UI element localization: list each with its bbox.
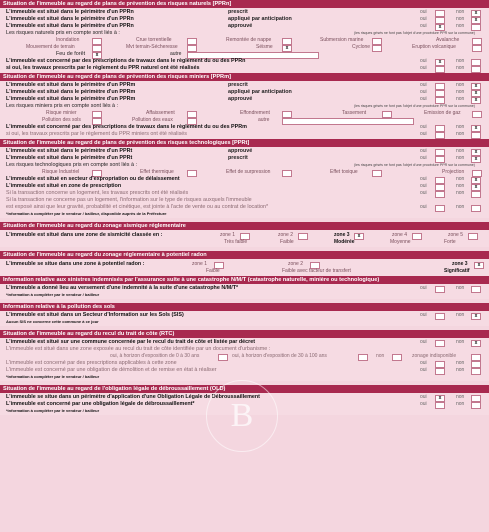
oui-label: oui — [420, 16, 427, 22]
sis-non-checkbox[interactable]: x — [471, 313, 481, 320]
risk-feu-checkbox[interactable]: x — [92, 52, 102, 59]
old-perimetre-label: L'immeuble se situe dans un périmètre d'application d'une Obligation Légale de Débroussaillement — [6, 394, 260, 400]
zone-3-checkbox[interactable]: x — [354, 233, 364, 240]
oui-label: oui — [420, 58, 427, 64]
risk-seisme: Séisme — [256, 44, 273, 50]
non-label: non — [456, 394, 465, 400]
non-label: non — [456, 9, 465, 15]
level-forte: Forte — [444, 239, 456, 245]
rtc-0-30: oui, à horizon d'exposition de 0 à 30 ans — [110, 353, 200, 359]
watermark-seal-icon — [206, 380, 278, 452]
risk-feu: Feu de forêt — [56, 51, 86, 57]
non-label: non — [456, 312, 465, 318]
oui-label: oui — [420, 360, 427, 366]
risk-autre: autre — [170, 51, 182, 57]
non-label: non — [456, 204, 465, 210]
pprm-approuve-label: L'immeuble est situé dans le périmètre d'un PPRm — [6, 96, 136, 102]
pprn-travaux-label: L'immeuble est concerné par des prescriptions de travaux dans le règlement du ou des PPRn — [6, 58, 246, 64]
radon-label: L'immeuble se situe dans une zone à potentiel radon : — [6, 261, 145, 267]
rtc-commune-label: L'immeuble est situé sur une commune concernée par le recul du trait de côte et listée par décret — [6, 339, 256, 345]
pprm-realises-oui-checkbox[interactable] — [435, 132, 445, 139]
risks-techno-note: (les risques grisés ne font pas l'objet d'une procédure PPR sur la commune) — [353, 163, 475, 167]
risk-pollution-eaux: Pollution des eaux — [132, 117, 173, 123]
risk-effondrement: Effondrement — [240, 110, 270, 116]
section-title-techno: Situation de l'immeuble au regard de plans de prévention des risques technologiques [PPRt] — [0, 139, 489, 147]
non-label: non — [456, 339, 465, 345]
oui-label: oui — [420, 176, 427, 182]
non-label: non — [456, 58, 465, 64]
pprn-anticipation-status: appliqué par anticipation — [228, 16, 292, 22]
oui-label: oui — [420, 148, 427, 154]
pprn-prescrit-non-checkbox[interactable]: x — [471, 10, 481, 17]
rtc-indisponible: zonage indisponible — [412, 353, 457, 359]
risk-avalanche: Avalanche — [436, 37, 460, 43]
non-label: non — [456, 285, 465, 291]
risk-gaz: Emission de gaz — [424, 110, 461, 116]
oui-label: oui — [420, 401, 427, 407]
risks-miniers-note: (les risques grisés ne font pas l'objet d'une procédure PPR sur la commune) — [353, 104, 475, 108]
rtc-demolition-label: L'immeuble est concerné par une obligation de démolition et de remise en état à réaliser — [6, 367, 217, 373]
risk-eruption: Eruption volcanique — [412, 44, 456, 50]
non-label: non — [456, 16, 465, 22]
radon-zone-3: zone 3 — [452, 261, 468, 267]
non-label: non — [456, 89, 465, 95]
pprm-travaux-label: L'immeuble est concerné par des prescriptions de travaux dans le règlement du ou des PPRm — [6, 124, 247, 130]
risk-thermique: Effet thermique — [140, 169, 174, 175]
pprt-approuve-label: L'immeuble est situé dans le périmètre d'un PPRt — [6, 148, 133, 154]
risk-minier-autre: autre — [258, 117, 270, 123]
risk-nappe: Remontée de nappe — [226, 37, 272, 43]
pprn-anticipation-non-checkbox[interactable]: x — [471, 17, 481, 24]
rtc-30-100: oui, à horizon d'exposition de 30 à 100 ans — [232, 353, 327, 359]
non-label: non — [456, 96, 465, 102]
section-title-miniers: Situation de l'immeuble au regard de plans de prévention des risques miniers [PPRm] — [0, 73, 489, 81]
non-label: non — [456, 367, 465, 373]
pprt-prescription-non-checkbox[interactable]: x — [471, 184, 481, 191]
oui-label: oui — [420, 9, 427, 15]
rtc-non: non — [376, 353, 385, 359]
oui-label: oui — [420, 190, 427, 196]
oui-label: oui — [420, 183, 427, 189]
pprt-prescription-label: L'immeuble est situé en zone de prescription — [6, 183, 122, 189]
oui-label: oui — [420, 339, 427, 345]
non-label: non — [456, 190, 465, 196]
pprt-non-logement-label: Si la transaction ne concerne pas un logement, l'information sur le type de risques auxquels l'immeuble — [6, 197, 252, 203]
oui-label: oui — [420, 367, 427, 373]
level-moyenne: Moyenne — [390, 239, 411, 245]
oui-label: oui — [420, 155, 427, 161]
pprm-prescrit-label: L'immeuble est situé dans le périmètre d'un PPRm — [6, 82, 136, 88]
rtc-footnote: *information à compléter par le vendeur / bailleur — [6, 374, 100, 379]
radon-level-transfert: Faible avec facteur de transfert — [282, 268, 351, 274]
radon-zone-3-checkbox[interactable]: x — [474, 262, 484, 269]
pprm-travaux-realises-label: si oui, les travaux prescrits par le règlement du PPR miniers ont été réalisés — [6, 131, 187, 137]
section-title-cote: Situation de l'immeuble au regard du recul du trait de côte (RTC) — [0, 330, 489, 338]
risk-industriel: Risque Industriel — [42, 169, 80, 175]
non-label: non — [456, 183, 465, 189]
oui-label: oui — [420, 124, 427, 130]
pprn-approuve-status: approuvé — [228, 23, 253, 29]
risk-mouvement: Mouvement de terrain — [26, 44, 75, 50]
level-tres-faible: Très faible — [224, 239, 248, 245]
oui-label: oui — [420, 131, 427, 137]
level-faible: Faible — [280, 239, 294, 245]
section-sols — [0, 311, 489, 326]
non-label: non — [456, 124, 465, 130]
radon-zone-1: zone 1 — [192, 261, 208, 267]
seal-letter: B — [230, 397, 254, 434]
pprt-prescrit-label: L'immeuble est situé dans le périmètre d'un PPRt — [6, 155, 133, 161]
non-label: non — [456, 23, 465, 29]
rtc-prescriptions-label: L'immeuble est concerné par des prescriptions applicables à cette zone — [6, 360, 177, 366]
non-label: non — [456, 176, 465, 182]
section-cote — [0, 338, 489, 381]
sis-label: L'immeuble est situé dans un Secteur d'Information sur les Sols (SIS) — [6, 312, 184, 318]
risk-crue: Crue torrentielle — [136, 37, 172, 43]
pprt-approuve-non-checkbox[interactable]: x — [471, 149, 481, 156]
risk-affaissement: Affaissement — [146, 110, 175, 116]
oui-label: oui — [420, 312, 427, 318]
non-label: non — [456, 155, 465, 161]
non-label: non — [456, 401, 465, 407]
zone-3: zone 3 — [334, 232, 350, 238]
pprn-realises-oui-checkbox[interactable] — [435, 66, 445, 73]
risks-naturels-note: (les risques grisés ne font pas l'objet d'une procédure PPR sur la commune) — [353, 31, 475, 35]
oui-label: oui — [420, 82, 427, 88]
risks-naturels-title: Les risques naturels pris en compte sont liés à : — [6, 30, 120, 36]
pprt-footnote: *information à compléter par le vendeur / bailleur, disponible auprès de la Préfecture — [6, 211, 167, 216]
pprn-travaux-oui-checkbox[interactable]: x — [435, 59, 445, 66]
section-naturels — [0, 8, 489, 73]
pprm-prescrit-status: prescrit — [228, 82, 248, 88]
catnat-label: L'immeuble a donné lieu au versement d'une indemnité à la suite d'une catastrophe N/M/T* — [6, 285, 239, 291]
level-moderee: Modérée — [334, 239, 355, 245]
risk-cyclone: Cyclone — [352, 44, 371, 50]
pprn-anticipation-label: L'immeuble est situé dans le périmètre d'un PPRn — [6, 16, 134, 22]
pprt-prescrit-non-checkbox[interactable]: x — [471, 156, 481, 163]
non-label: non — [456, 148, 465, 154]
pprm-approuve-non-checkbox[interactable]: x — [471, 97, 481, 104]
zone-4: zone 4 — [392, 232, 408, 238]
zone-1: zone 1 — [220, 232, 236, 238]
pprt-prescrit-status: prescrit — [228, 155, 248, 161]
risk-toxique: Effet toxique — [330, 169, 358, 175]
pprn-realises-non-checkbox[interactable] — [471, 66, 481, 73]
zone-2: zone 2 — [278, 232, 294, 238]
section-title-sols: Information relative à la pollution des sols — [0, 303, 489, 311]
risk-submersion: Submersion marine — [320, 37, 364, 43]
old-footnote: *information à compléter par le vendeur / bailleur — [6, 408, 100, 413]
oui-label: oui — [420, 394, 427, 400]
non-label: non — [456, 360, 465, 366]
oui-label: oui — [420, 285, 427, 291]
oui-label: oui — [420, 96, 427, 102]
pprm-anticipation-label: L'immeuble est situé dans le périmètre d'un PPRm — [6, 89, 136, 95]
risk-surpression: Effet de surpression — [226, 169, 271, 175]
pprm-realises-non-checkbox[interactable] — [471, 132, 481, 139]
oui-label: oui — [420, 23, 427, 29]
section-title-sismique: Situation de l'immeuble au regard du zonage sismique réglementaire — [0, 222, 489, 230]
section-title-old: Situation de l'immeuble au regard de l'obligation légale de débroussaillement (OLD) — [0, 385, 489, 393]
risk-secheresse: Mvt terrain-Sécheresse — [126, 44, 178, 50]
pprn-prescrit-label: L'immeuble est situé dans le périmètre d'un PPRn — [6, 9, 134, 15]
pprt-expropriation-non-checkbox[interactable]: x — [471, 177, 481, 184]
section-title-catnat: Information relative aux sinistres indemnisés par l'assurance suite à une catastrophe N/M/T (catastrophe naturelle, minière ou technologique) — [0, 276, 489, 284]
risk-inondation: Inondation — [56, 37, 80, 43]
section-miniers — [0, 81, 489, 139]
rtc-commune-non-checkbox[interactable]: x — [471, 340, 481, 347]
pprt-approuve-status: approuvé — [228, 148, 253, 154]
oui-label: oui — [420, 65, 427, 71]
oui-label: oui — [420, 89, 427, 95]
non-label: non — [456, 131, 465, 137]
section-title-naturels: Situation de l'immeuble au regard de plans de prévention des risques naturels [PPRn] — [0, 0, 489, 8]
old-obligation-label: L'immeuble est concerné par une obligation légale de débroussaillement* — [6, 401, 195, 407]
section-sismique — [0, 230, 489, 247]
section-title-radon: Situation de l'immeuble au regard du zonage réglementaire à potentiel radon — [0, 251, 489, 259]
sismique-label: L'immeuble est situé dans une zone de sismicité classée en : — [6, 232, 163, 238]
section-catnat — [0, 284, 489, 299]
old-perimetre-oui-checkbox[interactable]: x — [435, 395, 445, 402]
oui-label: oui — [420, 204, 427, 210]
pprt-expropriation-label: L'immeuble est situé en secteur d'expropriation ou de délaissement — [6, 176, 180, 182]
sis-footnote: Aucun SIS ne concerne cette commune à ce jour — [6, 319, 99, 324]
pprt-logement-label: Si la transaction concerne un logement, les travaux prescrits ont été réalisés — [6, 190, 189, 196]
catnat-footnote: *information à compléter par le vendeur / bailleur — [6, 292, 100, 297]
non-label: non — [456, 82, 465, 88]
radon-level-significatif: Significatif — [444, 268, 470, 274]
pprn-travaux-realises-label: si oui, les travaux prescrits par le règlement du PPR naturel ont été réalisés — [6, 65, 200, 71]
section-radon — [0, 259, 489, 276]
pprm-anticipation-non-checkbox[interactable]: x — [471, 90, 481, 97]
non-label: non — [456, 65, 465, 71]
radon-zone-2: zone 2 — [288, 261, 304, 267]
pprm-anticipation-status: appliqué par anticipation — [228, 89, 292, 95]
pprm-prescrit-non-checkbox[interactable]: x — [471, 83, 481, 90]
risk-projection: Projection — [442, 169, 465, 175]
pprn-approuve-label: L'immeuble est situé dans le périmètre d'un PPRn — [6, 23, 134, 29]
pprm-travaux-non-checkbox[interactable]: x — [471, 125, 481, 132]
risk-seisme-checkbox[interactable]: x — [282, 45, 292, 52]
pprt-non-logement-label-2: est exposé ainsi que leur gravité, probabilité et cinétique, est jointe à l'acte de vente ou au contrat de location* — [6, 204, 269, 210]
risks-techno-title: Les risques technologiques pris en compte sont liés à : — [6, 162, 137, 168]
section-techno — [0, 147, 489, 218]
rtc-zone-label: L'immeuble est situé dans une zone exposée au recul du trait de côte identifiée par un document d'urbanisme : — [6, 346, 271, 352]
risk-minier: Risque minier — [46, 110, 77, 116]
pprn-approuve-oui-checkbox[interactable]: x — [435, 24, 445, 31]
zone-5: zone 5 — [448, 232, 464, 238]
risk-tassement: Tassement — [342, 110, 367, 116]
pprn-prescrit-status: prescrit — [228, 9, 248, 15]
risks-miniers-title: Les risques miniers pris en compte sont liés à : — [6, 103, 119, 109]
radon-level-faible: Faible — [206, 268, 220, 274]
pprm-approuve-status: approuvé — [228, 96, 253, 102]
risk-pollution-sols: Pollution des sols — [42, 117, 81, 123]
